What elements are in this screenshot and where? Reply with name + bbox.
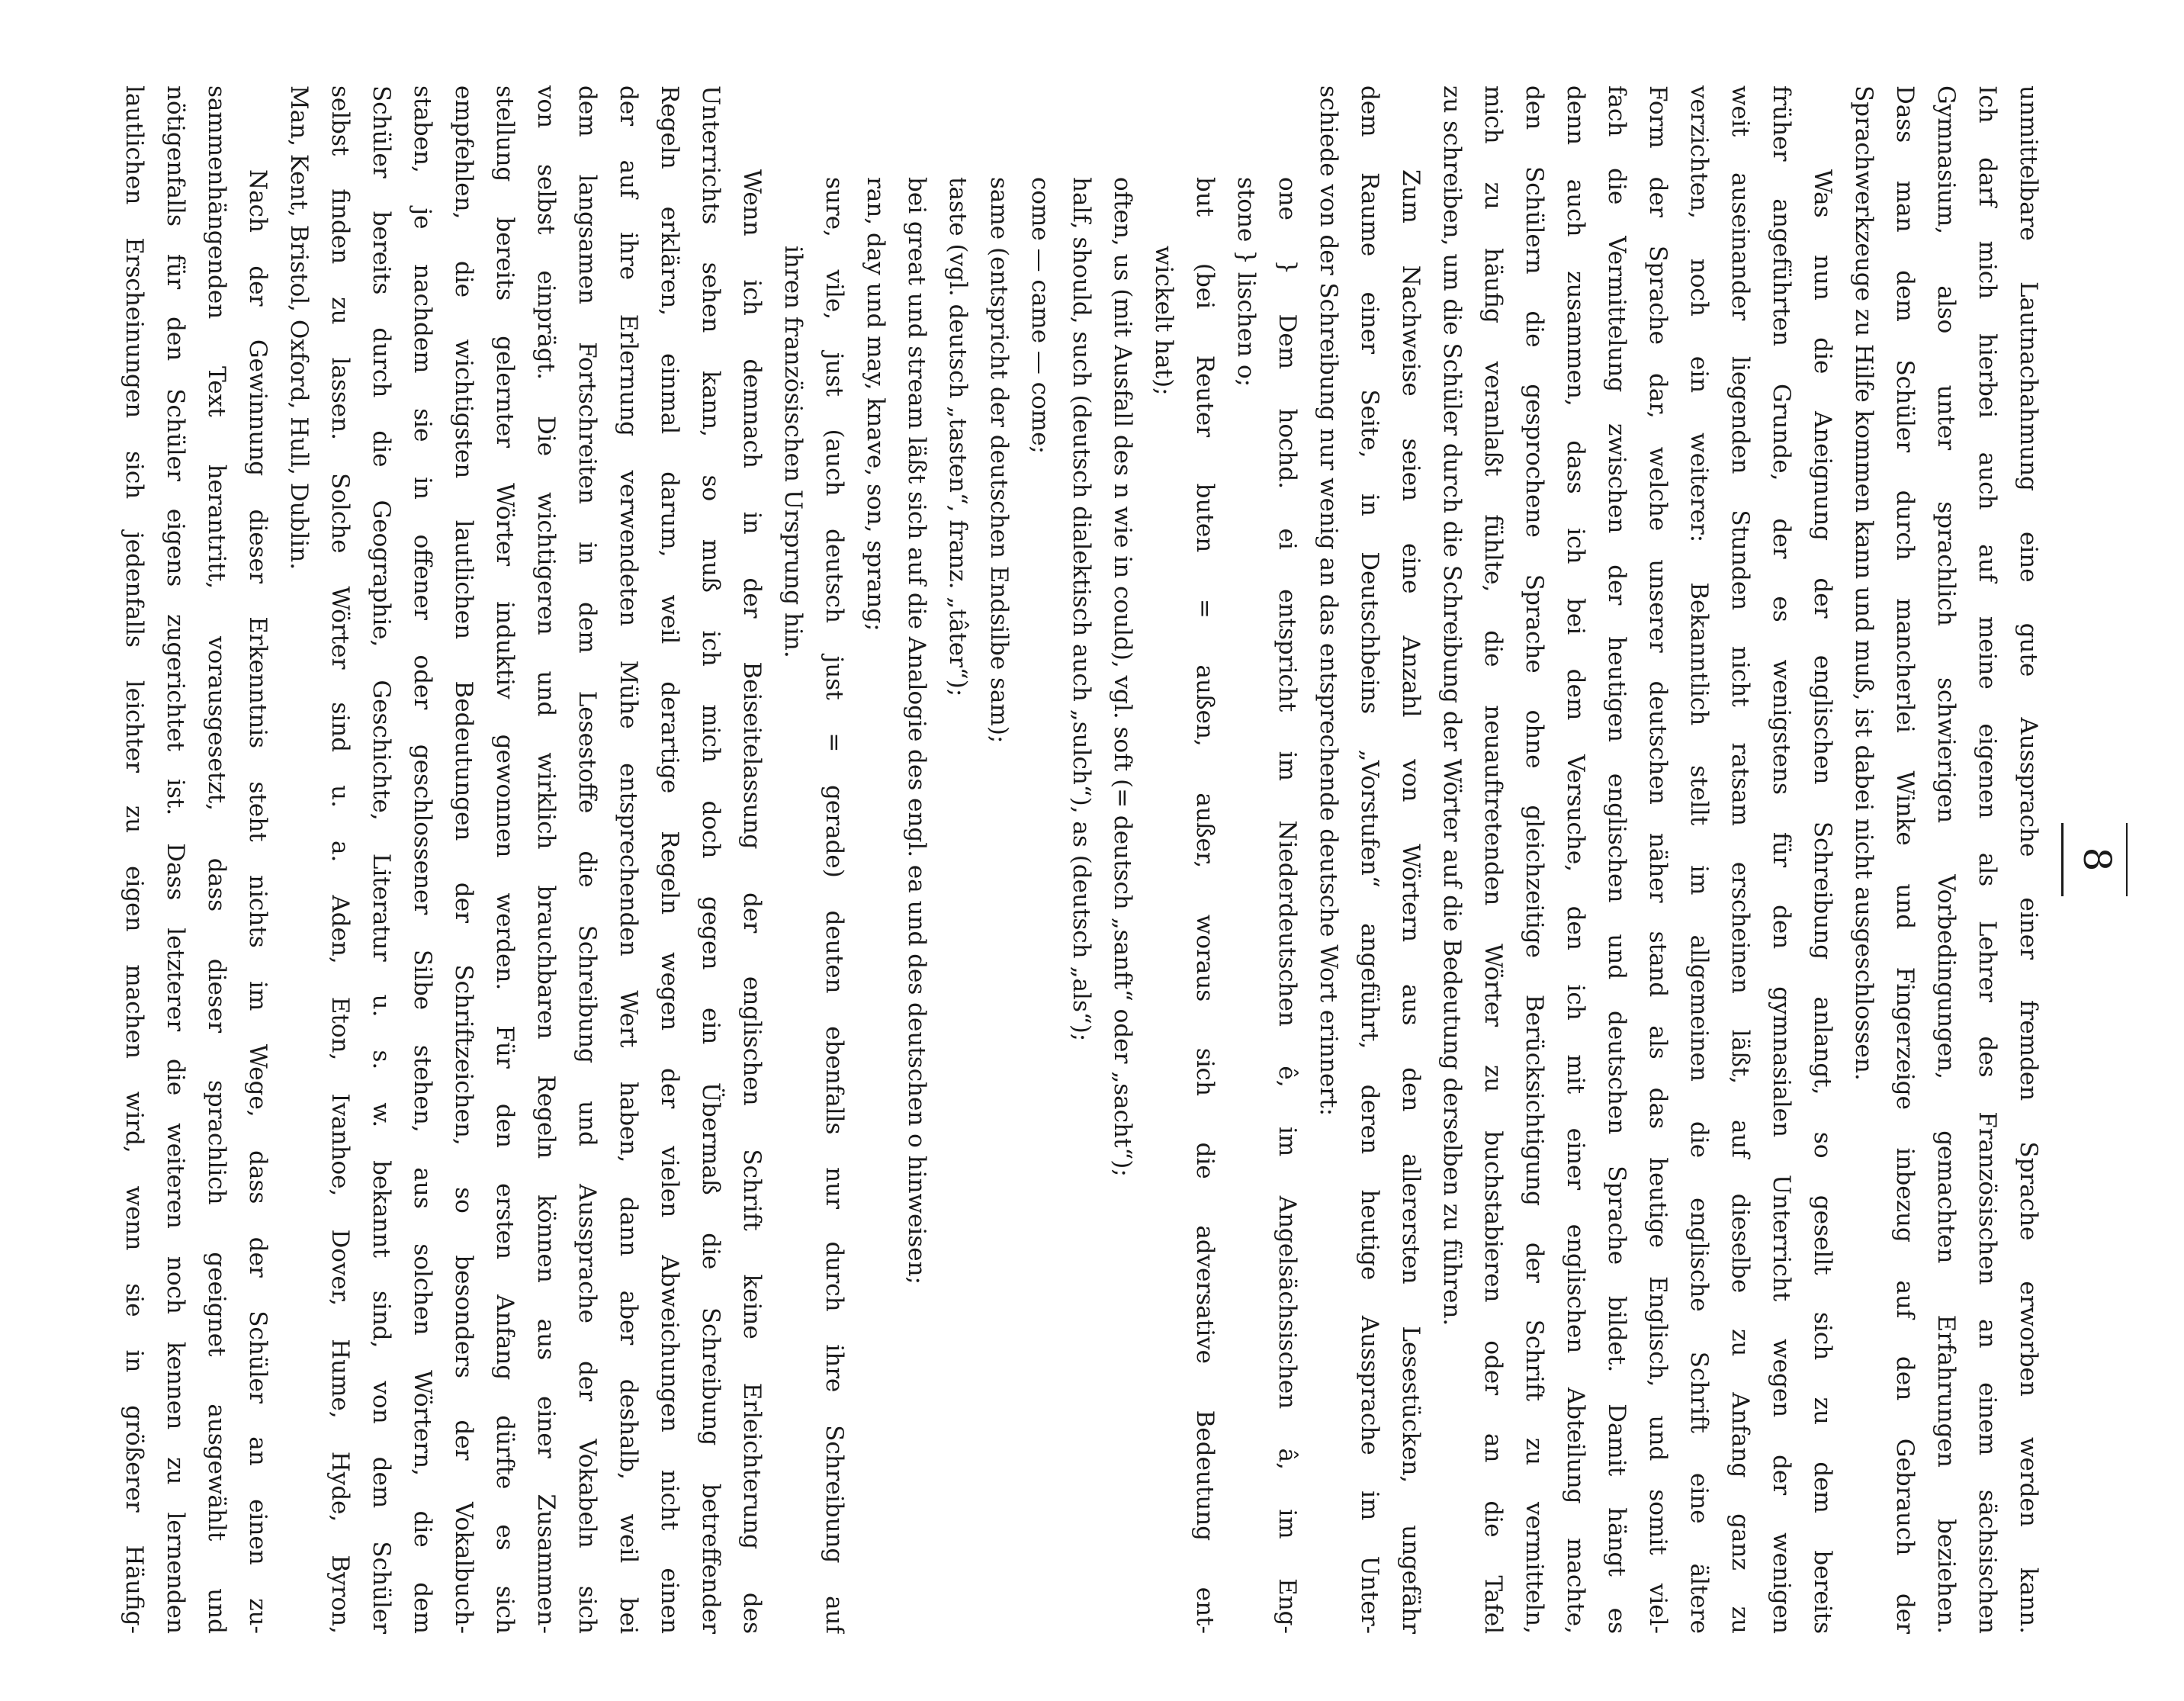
text-line: Ich darf mich hierbei auch auf meine eigenen als Lehrer des Französischen an einem sächsischen xyxy=(1974,85,2001,1634)
text-line: dem Raume einer Seite, in Deutschbeins „Vorstufen“ angeführt, deren heutige Aussprache im Unter- xyxy=(1356,85,1383,1634)
text-line: half, should, such (deutsch dialektisch auch „sulch“), as (deutsch „als“); xyxy=(1068,177,1095,1042)
text-line: Man, Kent, Bristol, Oxford, Hull, Dublin. xyxy=(285,85,313,571)
text-line: Sprachwerkzeuge zu Hilfe kommen kann und muß, ist dabei nicht ausgeschlossen. xyxy=(1850,85,1877,1081)
text-line: ran, day und may, knave, son, sprang; xyxy=(862,177,889,632)
text-line: staben, je nachdem sie in offener oder geschlossener Silbe stehen, aus solchen Wörtern, die dem xyxy=(409,85,436,1634)
text-line: bei great und stream läßt sich auf die Analogie des engl. ea und des deutschen o hinweisen; xyxy=(903,177,930,1285)
text-line: lautlichen Erscheinungen sich jedenfalls leichter zu eigen machen wird, wenn sie in größerer Häufig- xyxy=(120,85,148,1634)
text-line: verzichten, noch ein weiterer: Bekanntlich stellt im allgemeinen die englische Schrift eine ältere xyxy=(1685,85,1713,1634)
text-line: wickelt hat); xyxy=(1150,246,1177,396)
text-line: stellung bereits gelernter Wörter induktiv gewonnen werden. Für den ersten Anfang dürfte es sich xyxy=(491,85,519,1634)
text-line: schiede von der Schreibung nur wenig an das entsprechende deutsche Wort erinnert: xyxy=(1315,85,1342,1117)
text-line: früher angeführten Grunde, der es wenigstens für den gymnasialen Unterricht wegen der wenigen xyxy=(1768,85,1795,1634)
text-line: Dass man dem Schüler durch mancherlei Winke und Fingerzeige inbezug auf den Gebrauch der xyxy=(1891,85,1919,1634)
text-line: mich zu häufig veranlaßt fühlte, die neuauftretenden Wörter zu buchstabieren oder an die Tafel xyxy=(1479,85,1507,1634)
text-line: zu schreiben, um die Schüler durch die Schreibung der Wörter auf die Bedeutung derselben zu führen. xyxy=(1438,85,1466,1326)
text-line: one } Dem hochd. ei entspricht im Niederdeutschen ê, im Angelsächsischen â, im Eng- xyxy=(1273,177,1301,1634)
text-line: von selbst einprägt. Die wichtigeren und wirklich brauchbaren Regeln können aus einer Zusammen- xyxy=(532,85,560,1634)
page-number-rule-top xyxy=(2126,823,2128,896)
page-number-rule xyxy=(2061,823,2064,896)
text-line: stone } lischen o; xyxy=(1232,177,1260,387)
text-line: empfehlen, die wichtigsten lautlichen Bedeutungen der Schriftzeichen, so besonders der Vokalbuch- xyxy=(450,85,477,1634)
text-line: but (bei Reuter buten = außen, außer, woraus sich die adversative Bedeutung ent- xyxy=(1191,177,1219,1634)
text-line: Regeln erklären, einmal darum, weil derartige Regeln wegen der vielen Abweichungen nicht einen xyxy=(656,85,683,1634)
text-line: Was nun die Aneignung der englischen Schreibung anlangt, so gesellt sich zu dem bereits xyxy=(1809,169,1836,1634)
text-line: come — came — come; xyxy=(1026,177,1054,454)
text-line: Zum Nachweise seien eine Anzahl von Wörtern aus den allerersten Lesestücken, ungefähr xyxy=(1397,169,1424,1634)
text-line: Form der Sprache dar, welche unserer deutschen näher stand als das heutige Englisch, und somit viel- xyxy=(1644,85,1672,1634)
text-line: selbst finden zu lassen. Solche Wörter sind u. a. Aden, Eton, Ivanhoe, Dover, Hume, Hyde, Byron, xyxy=(326,85,354,1634)
text-line: often, us (mit Ausfall des n wie in could), vgl. soft (= deutsch „sanft“ oder „sacht“); xyxy=(1109,177,1136,1177)
text-line: unmittelbare Lautnachahmung eine gute Aussprache einer fremden Sprache erworben werden kann. xyxy=(2015,85,2042,1634)
text-line: Schüler bereits durch die Geographie, Geschichte, Literatur u. s. w. bekannt sind, von dem Schüler xyxy=(368,85,395,1634)
body-text xyxy=(114,85,2049,1634)
text-line: Nach der Gewinnung dieser Erkenntnis steht nichts im Wege, dass der Schüler an einen zu- xyxy=(244,169,271,1634)
document-page xyxy=(120,85,2128,1634)
text-line: denn auch zusammen, dass ich bei dem Versuche, den ich mit einer englischen Abteilung machte, xyxy=(1562,85,1589,1634)
text-line: dem langsamen Fortschreiten in dem Lesestoffe die Schreibung und Aussprache der Vokabeln sich xyxy=(573,85,601,1634)
text-line: weit auseinander liegenden Stunden nicht ratsam erscheinen läßt, auf dieselbe zu Anfang ganz zu xyxy=(1726,85,1754,1634)
text-line: sure, vile, just (auch deutsch just = gerade) deuten ebenfalls nur durch ihre Schreibung auf xyxy=(821,177,848,1634)
text-line: den Schülern die gesprochene Sprache ohne gleichzeitige Berücksichtigung der Schrift zu vermitteln, xyxy=(1521,85,1548,1634)
text-line: taste (vgl. deutsch „tasten“, franz. „tâter“); xyxy=(944,177,972,697)
text-line: same (entspricht der deutschen Endsilbe sam); xyxy=(985,177,1013,744)
text-line: Unterrichts sehen kann, so muß ich mich doch gegen ein Übermaß die Schreibung betreffender xyxy=(697,85,724,1634)
text-line: ihren französischen Ursprung hin. xyxy=(779,246,807,658)
text-line: fach die Vermittelung zwischen der heutigen englischen und deutschen Sprache bildet. Damit hängt es xyxy=(1603,85,1630,1634)
text-line: nötigenfalls für den Schüler eigens zugerichtet ist. Dass letzterer die weiteren noch kennen zu lernenden xyxy=(162,85,189,1634)
page-number: 8 xyxy=(2075,847,2119,873)
text-line: Wenn ich demnach in der Beiseitelassung der englischen Schrift keine Erleichterung des xyxy=(738,169,766,1634)
text-line: der auf ihre Erlernung verwendeten Mühe entsprechenden Wert haben, dann aber deshalb, weil bei xyxy=(615,85,642,1634)
text-line: sammenhängenden Text herantritt, vorausgesetzt, dass dieser sprachlich geeignet ausgewählt und xyxy=(203,85,230,1634)
text-line: Gymnasium, also unter sprachlich schwierigen Vorbedingungen, gemachten Erfahrungen beziehen. xyxy=(1932,85,1960,1634)
